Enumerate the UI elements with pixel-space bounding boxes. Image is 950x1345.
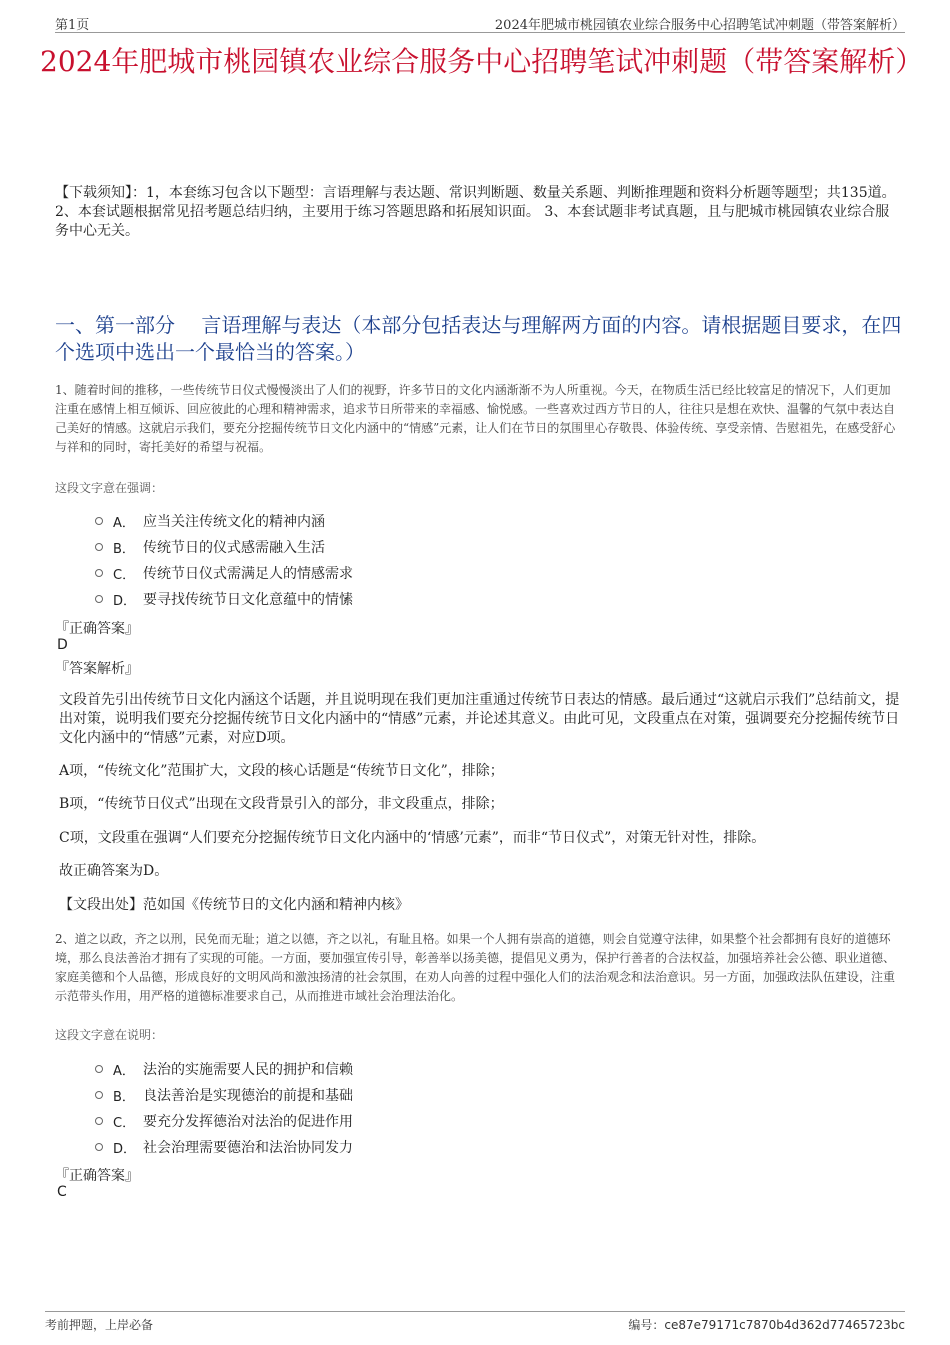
option-d[interactable]: D． 社会治理需要德治和法治协同发力 (95, 1134, 353, 1160)
option-c[interactable]: C． 传统节日仪式需满足人的情感需求 (95, 560, 353, 586)
analysis-label: 『答案解析』 (55, 661, 139, 677)
radio-icon[interactable] (95, 517, 103, 525)
answer-value: D (57, 637, 68, 653)
analysis-option-c: C项，文段重在强调“人们要充分挖掘传统节日文化内涵中的‘情感’元素”，而非“节日仪式”，对策无针对性，排除。 (59, 830, 766, 846)
radio-icon[interactable] (95, 595, 103, 603)
analysis-option-b: B项，“传统节日仪式”出现在文段背景引入的部分，非文段重点，排除； (59, 796, 504, 812)
radio-icon[interactable] (95, 543, 103, 551)
option-c[interactable]: C． 要充分发挥德治对法治的促进作用 (95, 1108, 353, 1134)
option-d[interactable]: D． 要寻找传统节日文化意蕴中的情愫 (95, 586, 353, 612)
header-doc-title: 2024年肥城市桃园镇农业综合服务中心招聘笔试冲刺题（带答案解析） (494, 18, 905, 33)
page-number: 第1页 (55, 18, 90, 33)
analysis-source: 【文段出处】范如国《传统节日的文化内涵和精神内核》 (59, 897, 409, 913)
answer-label: 『正确答案』 (55, 1168, 139, 1184)
answer-label: 『正确答案』 (55, 621, 139, 637)
download-notice: 【下载须知】：1，本套练习包含以下题型：言语理解与表达题、常识判断题、数量关系题、判断推理题和资料分析题等题型；共135道。 2、本套试题根据常见招考题总结归纳，主要用于练习答题思路和拓展知识面。 3、本套试题非考试真题，且与肥城市桃园镇农业综合服务中心无关。 (55, 185, 896, 239)
answer-value: C (57, 1184, 67, 1200)
radio-icon[interactable] (95, 1091, 103, 1099)
option-b[interactable]: B． 良法善治是实现德治的前提和基础 (95, 1082, 353, 1108)
question-1-text: 1、随着时间的推移，一些传统节日仪式慢慢淡出了人们的视野，许多节日的文化内涵渐渐不为人所重视。今天，在物质生活已经比较富足的情况下，人们更加注重在感情上相互倾诉、回应彼此的心理和精神需求，追求节日所带来的幸福感、愉悦感。一些喜欢过西方节日的人，往往只是想在欢快、温馨的气氛中表达自己美好的情感。这就启示我们，要充分挖掘传统节日文化内涵中的“情感”元素，让人们在节日的氛围里心存敬畏、体验传统、享受亲情、告慰祖先，在感受舒心与祥和的同时，寄托美好的希望与祝福。 (55, 383, 896, 454)
analysis-paragraph: 文段首先引出传统节日文化内涵这个话题，并且说明现在我们更加注重通过传统节日表达的情感。最后通过“这就启示我们”总结前文，提出对策，说明我们要充分挖掘传统节日文化内涵中的“情感”元素，并论述其意义。由此可见，文段重点在对策，强调要充分挖掘传统节日文化内涵中的“情感”元素，对应D项。 (59, 692, 900, 746)
document-title: 2024年肥城市桃园镇农业综合服务中心招聘笔试冲刺题（带答案解析） (40, 45, 924, 78)
question-2-options (95, 1056, 353, 1160)
radio-icon[interactable] (95, 1143, 103, 1151)
radio-icon[interactable] (95, 1065, 103, 1073)
option-a[interactable]: A． 法治的实施需要人民的拥护和信赖 (95, 1056, 353, 1082)
analysis-option-a: A项，“传统文化”范围扩大，文段的核心话题是“传统节日文化”，排除； (59, 763, 504, 779)
analysis-conclusion: 故正确答案为D。 (59, 863, 169, 879)
question-1-prompt: 这段文字意在强调： (55, 481, 164, 495)
radio-icon[interactable] (95, 1117, 103, 1125)
page-footer (45, 1311, 905, 1337)
footer-slogan: 考前押题，上岸必备 (45, 1318, 154, 1332)
option-a[interactable]: A． 应当关注传统文化的精神内涵 (95, 508, 353, 534)
page-header (55, 10, 905, 33)
document-code: 编号：ce87e79171c7870b4d362d77465723bc (628, 1318, 905, 1332)
question-2-text: 2、道之以政，齐之以刑，民免而无耻；道之以德，齐之以礼，有耻且格。如果一个人拥有崇高的道德，则会自觉遵守法律，如果整个社会都拥有良好的道德环境，那么良法善治才拥有了实现的可能。一方面，要加强宣传引导，彰善举以扬美德，提倡见义勇为，保护行善者的合法权益，加强培养社会公德、职业道德、家庭美德和个人品德，形成良好的文明风尚和激浊扬清的社会氛围，在劝人向善的过程中强化人们的法治观念和法治意识。另一方面，加强政法队伍建设，注重示范带头作用，用严格的道德标准要求自己，从而推进市域社会治理法治化。 (55, 932, 896, 1003)
section-heading: 一、第一部分 言语理解与表达（本部分包括表达与理解两方面的内容。请根据题目要求，在四个选项中选出一个最恰当的答案。） (55, 313, 902, 364)
question-2-prompt: 这段文字意在说明： (55, 1028, 164, 1042)
radio-icon[interactable] (95, 569, 103, 577)
option-b[interactable]: B． 传统节日的仪式感需融入生活 (95, 534, 353, 560)
question-1-options (95, 508, 353, 612)
